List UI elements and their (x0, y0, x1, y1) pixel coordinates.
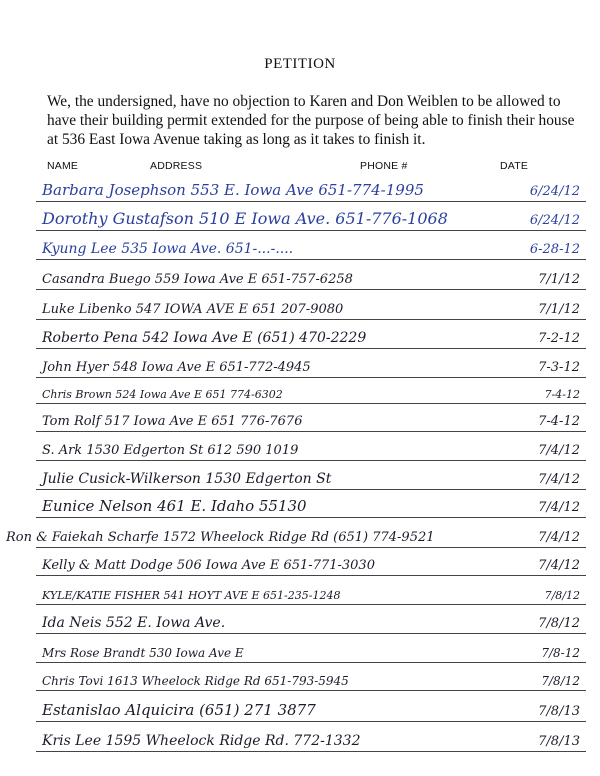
signature-entry: Tom Rolf 517 Iowa Ave E 651 776-7676 (42, 414, 303, 429)
signature-date: 7-2-12 (538, 331, 580, 346)
signature-row (36, 350, 586, 378)
signature-date: 7/1/12 (538, 302, 580, 317)
signature-row (36, 232, 586, 260)
signature-date: 7-3-12 (538, 360, 580, 375)
signature-date: 7/4/12 (538, 472, 580, 487)
signature-row (36, 606, 586, 634)
column-name-header: NAME (47, 160, 79, 172)
signature-line (36, 690, 586, 691)
signature-entry: Roberto Pena 542 Iowa Ave E (651) 470-2229 (42, 330, 367, 346)
signature-row (36, 694, 586, 722)
signature-line (36, 348, 586, 349)
signature-line (36, 289, 586, 290)
signature-date: 7/8/12 (538, 616, 580, 631)
signature-date: 7/8/12 (544, 589, 580, 602)
signature-date: 7/8/13 (538, 734, 580, 749)
signature-line (36, 431, 586, 432)
signature-row (36, 376, 586, 404)
signature-row (36, 462, 586, 490)
signature-line (36, 604, 586, 605)
signature-date: 6-28-12 (529, 242, 580, 257)
signature-entry: Kris Lee 1595 Wheelock Ridge Rd. 772-1332 (42, 733, 361, 749)
signature-date: 7/4/12 (538, 443, 580, 458)
signature-row (36, 548, 586, 576)
signature-entry: Luke Libenko 547 IOWA AVE E 651 207-9080 (42, 302, 344, 317)
signature-date: 6/24/12 (529, 213, 580, 228)
signature-line (36, 201, 586, 202)
signature-line (36, 517, 586, 518)
signature-date: 7/4/12 (538, 558, 580, 573)
signature-row (36, 203, 586, 231)
signature-date: 7/4/12 (538, 500, 580, 515)
signature-line (36, 460, 586, 461)
signature-date: 7/1/12 (538, 272, 580, 287)
signature-entry: Chris Tovi 1613 Wheelock Ridge Rd 651-793-5945 (42, 674, 349, 688)
signature-entry: Dorothy Gustafson 510 E Iowa Ave. 651-776-1068 (42, 209, 448, 228)
signature-row (36, 404, 586, 432)
signature-entry: Casandra Buego 559 Iowa Ave E 651-757-6258 (42, 272, 353, 287)
signature-date: 7-4-12 (544, 388, 580, 401)
signature-row (36, 433, 586, 461)
signature-line (36, 721, 586, 722)
petition-statement: We, the undersigned, have no objection to Karen and Don Weiblen to be allowed to have their building permit extended for the purpose of being able to finish their house at 536 East Iowa Avenue taking as long as it takes to finish it. (47, 93, 575, 148)
signature-line (36, 319, 586, 320)
signature-row (36, 490, 586, 518)
signature-entry: Ida Neis 552 E. Iowa Ave. (42, 615, 226, 631)
signature-line (36, 575, 586, 576)
signature-row (36, 262, 586, 290)
signature-entry: S. Ark 1530 Edgerton St 612 590 1019 (42, 443, 299, 458)
signature-date: 7/8/12 (541, 674, 580, 688)
signature-entry: Eunice Nelson 461 E. Idaho 55130 (42, 497, 307, 515)
signature-row (36, 174, 586, 202)
signature-entry: KYLE/KATIE FISHER 541 HOYT AVE E 651-235-1248 (42, 589, 341, 602)
signature-row (36, 635, 586, 663)
signature-entry: Kyung Lee 535 Iowa Ave. 651-...-.... (42, 241, 294, 257)
signature-row (36, 724, 586, 752)
signature-entry: Estanislao Alquicira (651) 271 3877 (42, 701, 316, 719)
signature-entry: John Hyer 548 Iowa Ave E 651-772-4945 (42, 360, 311, 375)
signature-row (36, 292, 586, 320)
signature-entry: Julie Cusick-Wilkerson 1530 Edgerton St (42, 471, 332, 487)
signature-line (36, 751, 586, 752)
signature-entry: Mrs Rose Brandt 530 Iowa Ave E (42, 646, 244, 660)
signature-row (36, 321, 586, 349)
signature-row (36, 577, 586, 605)
signature-row (36, 663, 586, 691)
signature-date: 7/4/12 (538, 530, 580, 545)
signature-entry: Chris Brown 524 Iowa Ave E 651 774-6302 (42, 388, 283, 401)
signature-date: 7/8-12 (541, 646, 580, 660)
signature-line (36, 633, 586, 634)
signature-entry: Ron & Faiekah Scharfe 1572 Wheelock Ridge Rd (651) 774-9521 (6, 530, 435, 545)
signature-line (36, 230, 586, 231)
petition-title: PETITION (264, 56, 336, 72)
signature-row (6, 520, 586, 548)
column-phone-header: PHONE # (360, 160, 408, 172)
signature-entry: Barbara Josephson 553 E. Iowa Ave 651-774-1995 (42, 181, 424, 199)
signature-date: 7-4-12 (538, 414, 580, 429)
signature-date: 7/8/13 (538, 704, 580, 719)
signature-line (36, 259, 586, 260)
column-address-header: ADDRESS (150, 160, 203, 172)
signature-entry: Kelly & Matt Dodge 506 Iowa Ave E 651-771-3030 (42, 558, 375, 573)
column-date-header: DATE (500, 160, 529, 172)
signature-date: 6/24/12 (529, 184, 580, 199)
